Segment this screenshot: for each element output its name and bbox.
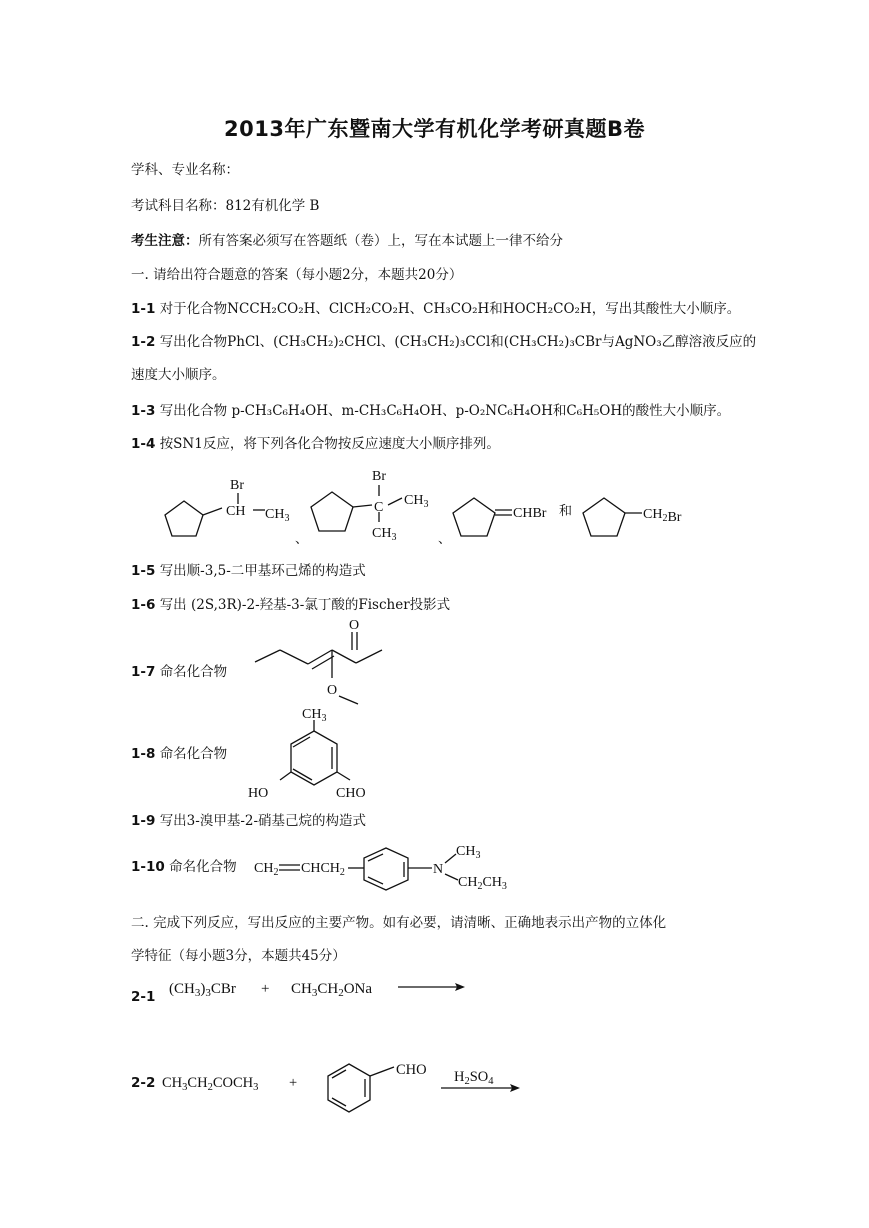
svg-text:CH2CH3: $CH_2CH_3$ bbox=[458, 875, 507, 892]
cyclopentane-ring-1 bbox=[165, 501, 203, 536]
question-text: 按SN1反应，将下列各化合物按反应速度大小顺序排列。 bbox=[159, 436, 500, 452]
svg-text:N: N bbox=[433, 862, 444, 877]
svg-text:O: O bbox=[327, 683, 338, 698]
benzene-ring bbox=[364, 848, 408, 890]
q2-2-reaction bbox=[160, 1050, 530, 1115]
q1-4-structures-figure bbox=[150, 460, 710, 545]
svg-text:CH3: $CH_3$ bbox=[456, 844, 481, 861]
question-1-9 bbox=[131, 809, 366, 829]
svg-text:CH3CH2ONa: $CH_3CH_2ONa$ bbox=[291, 981, 373, 999]
page-title: 2013年广东暨南大学有机化学考研真题B卷 bbox=[224, 117, 645, 141]
question-text: 写出化合物PhCl、(CH₃CH₂)₂CHCl、(CH₃CH₂)₃CCl和(CH₃CH₂)₃CBr与AgNO₃乙醇溶液反应的 bbox=[159, 334, 757, 350]
svg-text:CHO: CHO bbox=[396, 1062, 427, 1078]
svg-text:C: C bbox=[374, 500, 384, 515]
question-number: 1-9 bbox=[131, 813, 156, 829]
svg-text:Br: Br bbox=[372, 469, 386, 484]
notice-text: 所有答案必须写在答题纸（卷）上，写在本试题上一律不给分 bbox=[198, 233, 563, 249]
svg-text:、: 、 bbox=[438, 531, 452, 545]
svg-text:HO: HO bbox=[248, 786, 269, 801]
svg-text:+: + bbox=[261, 981, 270, 997]
svg-text:CH2Br: $CH_2Br$ bbox=[643, 507, 682, 525]
notice-label: 考生注意： bbox=[131, 233, 199, 249]
question-number: 1-5 bbox=[131, 563, 156, 579]
svg-text:CH2: $CH_2$ bbox=[254, 861, 279, 878]
question-text: 对于化合物NCCH₂CO₂H、ClCH₂CO₂H、CH₃CO₂H和HOCH₂CO₂H，写出其酸性大小顺序。 bbox=[159, 301, 741, 317]
question-1-3 bbox=[131, 399, 730, 419]
exam-notice bbox=[131, 229, 563, 249]
question-1-1 bbox=[131, 297, 740, 317]
question-number: 1-3 bbox=[131, 403, 156, 419]
question-1-5 bbox=[131, 559, 366, 579]
svg-text:Br: Br bbox=[230, 478, 244, 493]
question-text: 命名化合物 bbox=[159, 746, 228, 762]
svg-text:CH3: $CH_3$ bbox=[265, 507, 290, 524]
section-1-heading: 一. 请给出符合题意的答案（每小题2分，本题共20分） bbox=[131, 267, 463, 283]
subject-label: 学科、专业名称： bbox=[131, 162, 239, 178]
q1-7-structure bbox=[250, 612, 400, 712]
question-number: 2-2 bbox=[131, 1075, 156, 1091]
svg-text:CH3: $CH_3$ bbox=[372, 526, 397, 543]
question-text: 写出3-溴甲基-2-硝基己烷的构造式 bbox=[159, 813, 367, 829]
cyclopentane-ring-3 bbox=[453, 498, 495, 536]
question-text: 写出顺-3,5-二甲基环己烯的构造式 bbox=[159, 563, 366, 579]
question-number: 1-4 bbox=[131, 436, 156, 452]
cyclopentane-ring-4 bbox=[583, 498, 625, 536]
question-number: 1-1 bbox=[131, 301, 156, 317]
svg-text:和: 和 bbox=[559, 503, 573, 518]
question-number: 1-2 bbox=[131, 334, 156, 350]
exam-subject-label: 考试科目名称：812有机化学 B bbox=[131, 198, 320, 214]
svg-text:CHO: CHO bbox=[336, 786, 366, 801]
question-1-2 bbox=[131, 330, 756, 350]
question-1-10 bbox=[131, 855, 237, 875]
question-text: 写出 (2S,3R)-2-羟基-3-氯丁酸的Fischer投影式 bbox=[159, 597, 451, 613]
svg-text:CHCH2: $CHCH_2$ bbox=[301, 861, 345, 878]
question-1-4 bbox=[131, 432, 500, 452]
section-2-heading-continued: 学特征（每小题3分，本题共45分） bbox=[131, 948, 346, 964]
q2-1-reaction bbox=[165, 972, 485, 1002]
svg-text:CH: CH bbox=[226, 504, 246, 519]
question-number: 1-8 bbox=[131, 746, 156, 762]
svg-text:O: O bbox=[349, 618, 360, 633]
section-2-heading: 二. 完成下列反应，写出反应的主要产物。如有必要，请清晰、正确地表示出产物的立体化 bbox=[131, 915, 667, 931]
q1-10-structure bbox=[252, 836, 522, 896]
question-number: 2-1 bbox=[131, 989, 156, 1005]
q1-8-structure bbox=[240, 702, 390, 802]
question-1-7 bbox=[131, 660, 227, 680]
question-2-1 bbox=[131, 989, 155, 1005]
cyclopentane-ring-2 bbox=[311, 492, 353, 531]
question-2-2 bbox=[131, 1075, 155, 1091]
svg-text:CH3: $CH_3$ bbox=[404, 493, 429, 510]
svg-text:(CH3)3CBr: $(CH_3)_3CBr$ bbox=[169, 981, 236, 999]
question-number: 1-7 bbox=[131, 664, 156, 680]
question-1-6 bbox=[131, 593, 450, 613]
question-text: 写出化合物 p-CH₃C₆H₄OH、m-CH₃C₆H₄OH、p-O₂NC₆H₄OH和C₆H₅OH的酸性大小顺序。 bbox=[159, 403, 731, 419]
svg-text:CH3: $CH_3$ bbox=[302, 707, 327, 724]
question-1-8 bbox=[131, 742, 227, 762]
benzene-ring bbox=[291, 731, 337, 785]
svg-text:H2SO4: $H_2SO_4$ bbox=[454, 1069, 494, 1087]
question-text: 命名化合物 bbox=[169, 859, 237, 875]
svg-text:+: + bbox=[289, 1075, 298, 1091]
svg-text:CH3CH2COCH3: $CH_3CH_2COCH_3$ bbox=[162, 1075, 259, 1093]
question-text: 命名化合物 bbox=[159, 664, 228, 680]
benzene-ring bbox=[328, 1064, 370, 1112]
svg-text:、: 、 bbox=[295, 531, 309, 545]
question-1-2-continued: 速度大小顺序。 bbox=[131, 367, 226, 383]
question-number: 1-10 bbox=[131, 859, 165, 875]
svg-text:CHBr: CHBr bbox=[513, 506, 547, 521]
question-number: 1-6 bbox=[131, 597, 156, 613]
